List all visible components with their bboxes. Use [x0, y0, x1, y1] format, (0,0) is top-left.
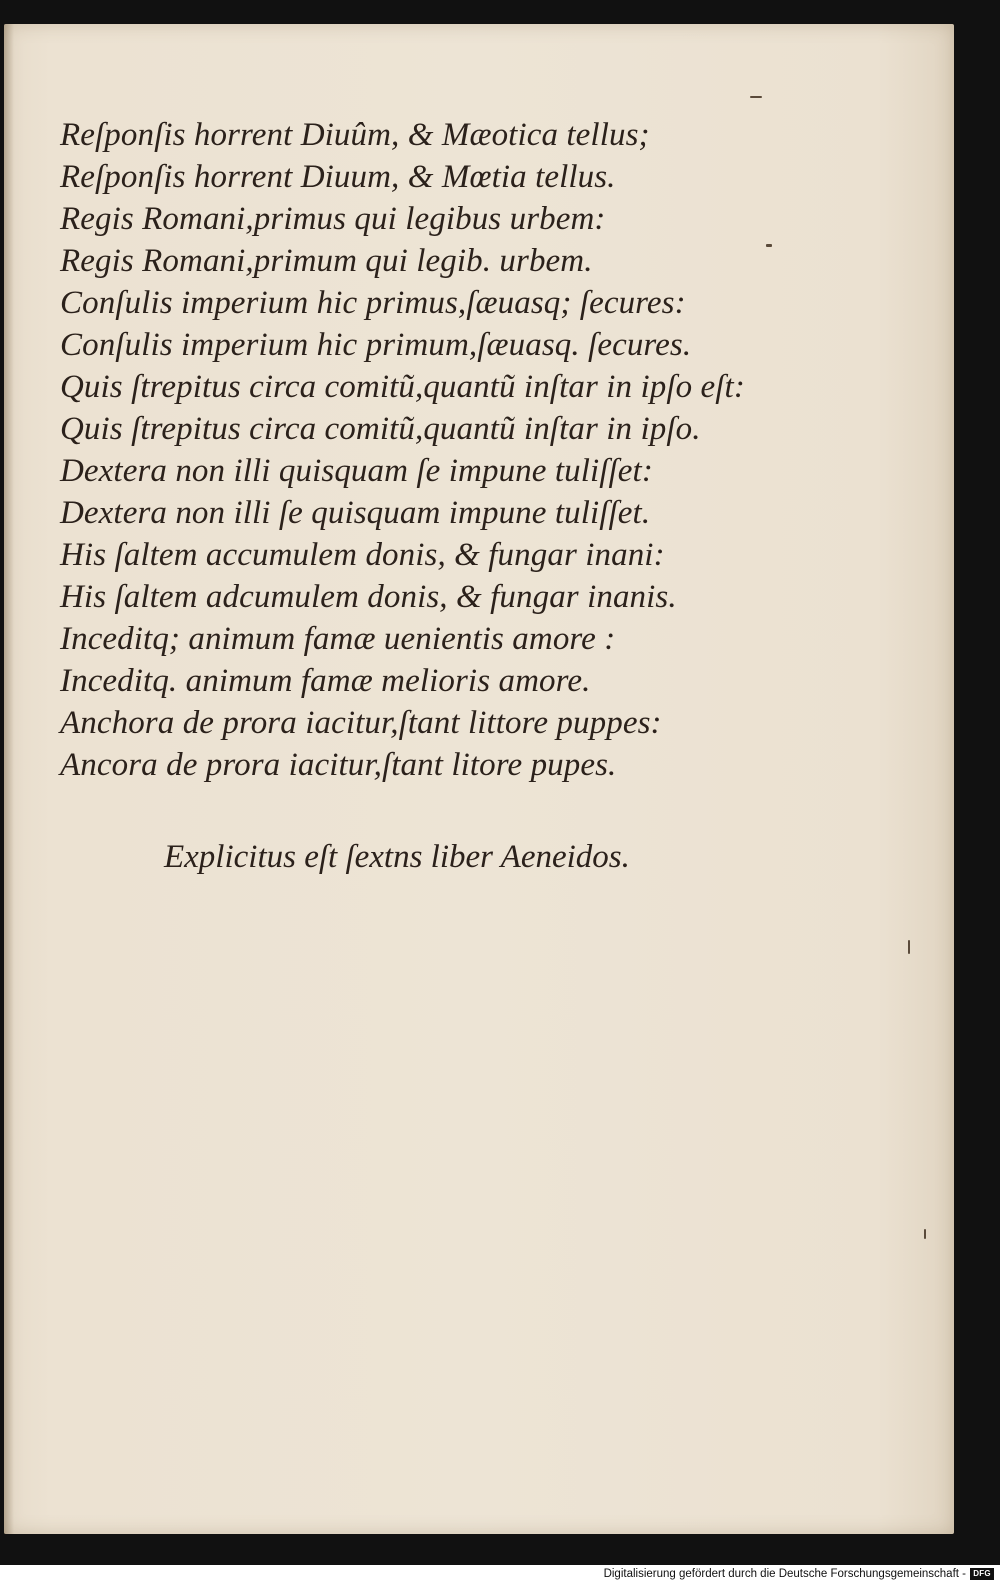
explicit-colophon: Explicitus eſt ſextns liber Aeneidos.	[164, 839, 630, 875]
verse-line: Inceditq. animum famæ melioris amore.	[60, 663, 591, 699]
verse-line: Conſulis imperium hic primum,ſæuasq. ſecures.	[60, 327, 692, 363]
verse-line: Ancora de prora iacitur,ſtant litore pupes.	[60, 747, 617, 783]
verse-line: Inceditq; animum famæ uenientis amore :	[60, 621, 616, 657]
verse-line: Anchora de prora iacitur,ſtant littore puppes:	[60, 705, 662, 741]
paper-speck	[908, 940, 910, 954]
verse-line: Quis ſtrepitus circa comitũ,quantũ inſtar in ipſo eſt:	[60, 369, 745, 405]
verse-line: Reſponſis horrent Diuum, & Mœtia tellus.	[60, 159, 616, 195]
paper-speck	[766, 244, 772, 247]
verse-block	[60, 114, 920, 786]
verse-line: Dextera non illi ſe quisquam impune tuliſſet.	[60, 495, 651, 531]
verse-line: Dextera non illi quisquam ſe impune tuliſſet:	[60, 453, 653, 489]
verse-line: Reſponſis horrent Diuûm, & Mæotica tellus;	[60, 117, 650, 153]
verse-line: His ſaltem accumulem donis, & fungar inani:	[60, 537, 665, 573]
paper-speck	[924, 1229, 926, 1239]
dfg-logo: DFG	[970, 1568, 994, 1580]
gutter-shadow	[4, 24, 14, 1534]
verse-line: Conſulis imperium hic primus,ſæuasq; ſecures:	[60, 285, 686, 321]
verse-line: His ſaltem adcumulem donis, & fungar inanis.	[60, 579, 677, 615]
verse-line: Quis ſtrepitus circa comitũ,quantũ inſtar in ipſo.	[60, 411, 701, 447]
verse-line: Regis Romani,primum qui legib. urbem.	[60, 243, 593, 279]
book-page	[4, 24, 954, 1534]
digitization-credit: Digitalisierung gefördert durch die Deutsche Forschungsgemeinschaft -	[603, 1568, 966, 1580]
verse-line: Regis Romani,primus qui legibus urbem:	[60, 201, 606, 237]
paper-speck	[750, 96, 762, 98]
